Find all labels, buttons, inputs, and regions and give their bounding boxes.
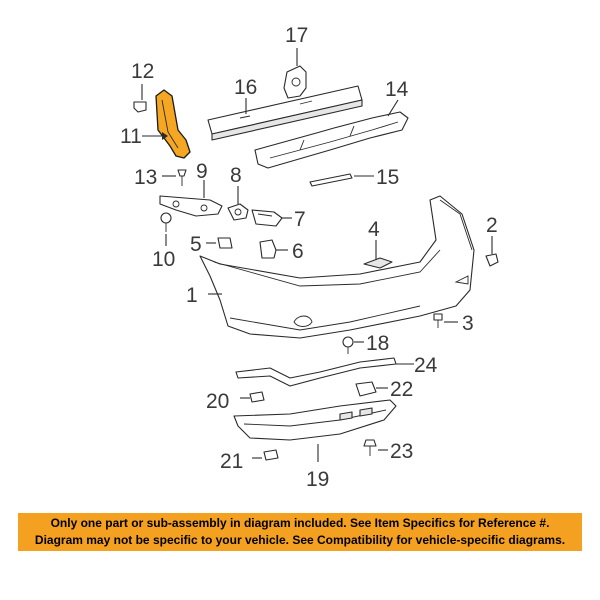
part-22-bracket[interactable] [356, 382, 376, 396]
callout-1[interactable]: 1 [186, 284, 198, 307]
part-7-bracket[interactable] [252, 210, 282, 226]
part-21-clip[interactable] [264, 450, 278, 460]
callout-17[interactable]: 17 [285, 24, 309, 47]
callout-14[interactable]: 14 [385, 78, 409, 101]
disclaimer-line-1: Only one part or sub-assembly in diagram included. See Item Specifics for Reference #. [50, 516, 550, 530]
part-20-clip[interactable] [250, 392, 264, 402]
callout-3[interactable]: 3 [462, 312, 474, 335]
part-17-bracket[interactable] [284, 66, 306, 98]
callout-16[interactable]: 16 [234, 76, 258, 99]
callout-12[interactable]: 12 [131, 60, 155, 83]
callout-22[interactable]: 22 [390, 378, 414, 401]
callout-13[interactable]: 13 [134, 166, 158, 189]
callout-6[interactable]: 6 [292, 240, 304, 263]
callout-11[interactable]: 11 [120, 125, 142, 148]
callout-4[interactable]: 4 [368, 218, 380, 241]
disclaimer-banner [18, 513, 582, 551]
callout-15[interactable]: 15 [376, 166, 400, 189]
part-12-clip[interactable] [134, 102, 146, 112]
callout-8[interactable]: 8 [230, 164, 242, 187]
part-23-push-clip[interactable] [364, 440, 376, 456]
part-10-grommet[interactable] [161, 213, 171, 232]
part-5-pad[interactable] [218, 238, 232, 248]
callout-21[interactable]: 21 [220, 450, 244, 473]
callout-5[interactable]: 5 [190, 233, 202, 256]
part-3-bolt[interactable] [434, 314, 442, 328]
part-11-highlighted-bracket[interactable] [156, 90, 190, 158]
part-19-lower-diffuser[interactable] [234, 400, 396, 440]
callout-20[interactable]: 20 [206, 390, 230, 413]
callout-24[interactable]: 24 [414, 354, 438, 377]
callout-7[interactable]: 7 [294, 208, 306, 231]
part-6-block[interactable] [260, 240, 276, 258]
callout-23[interactable]: 23 [390, 440, 414, 463]
part-9-retainer[interactable] [160, 196, 222, 216]
part-18-clip[interactable] [343, 337, 353, 354]
part-13-screw[interactable] [178, 170, 186, 186]
part-8-clip[interactable] [228, 204, 248, 220]
callout-18[interactable]: 18 [366, 332, 390, 355]
callout-9[interactable]: 9 [196, 160, 208, 183]
callout-2[interactable]: 2 [486, 214, 498, 237]
callout-19[interactable]: 19 [306, 468, 330, 491]
part-2-screw[interactable] [486, 254, 498, 266]
part-15-rod[interactable] [310, 174, 352, 186]
callout-10[interactable]: 10 [152, 248, 176, 271]
disclaimer-line-2: Diagram may not be specific to your vehicle. See Compatibility for vehicle-specific diagrams. [34, 533, 566, 547]
